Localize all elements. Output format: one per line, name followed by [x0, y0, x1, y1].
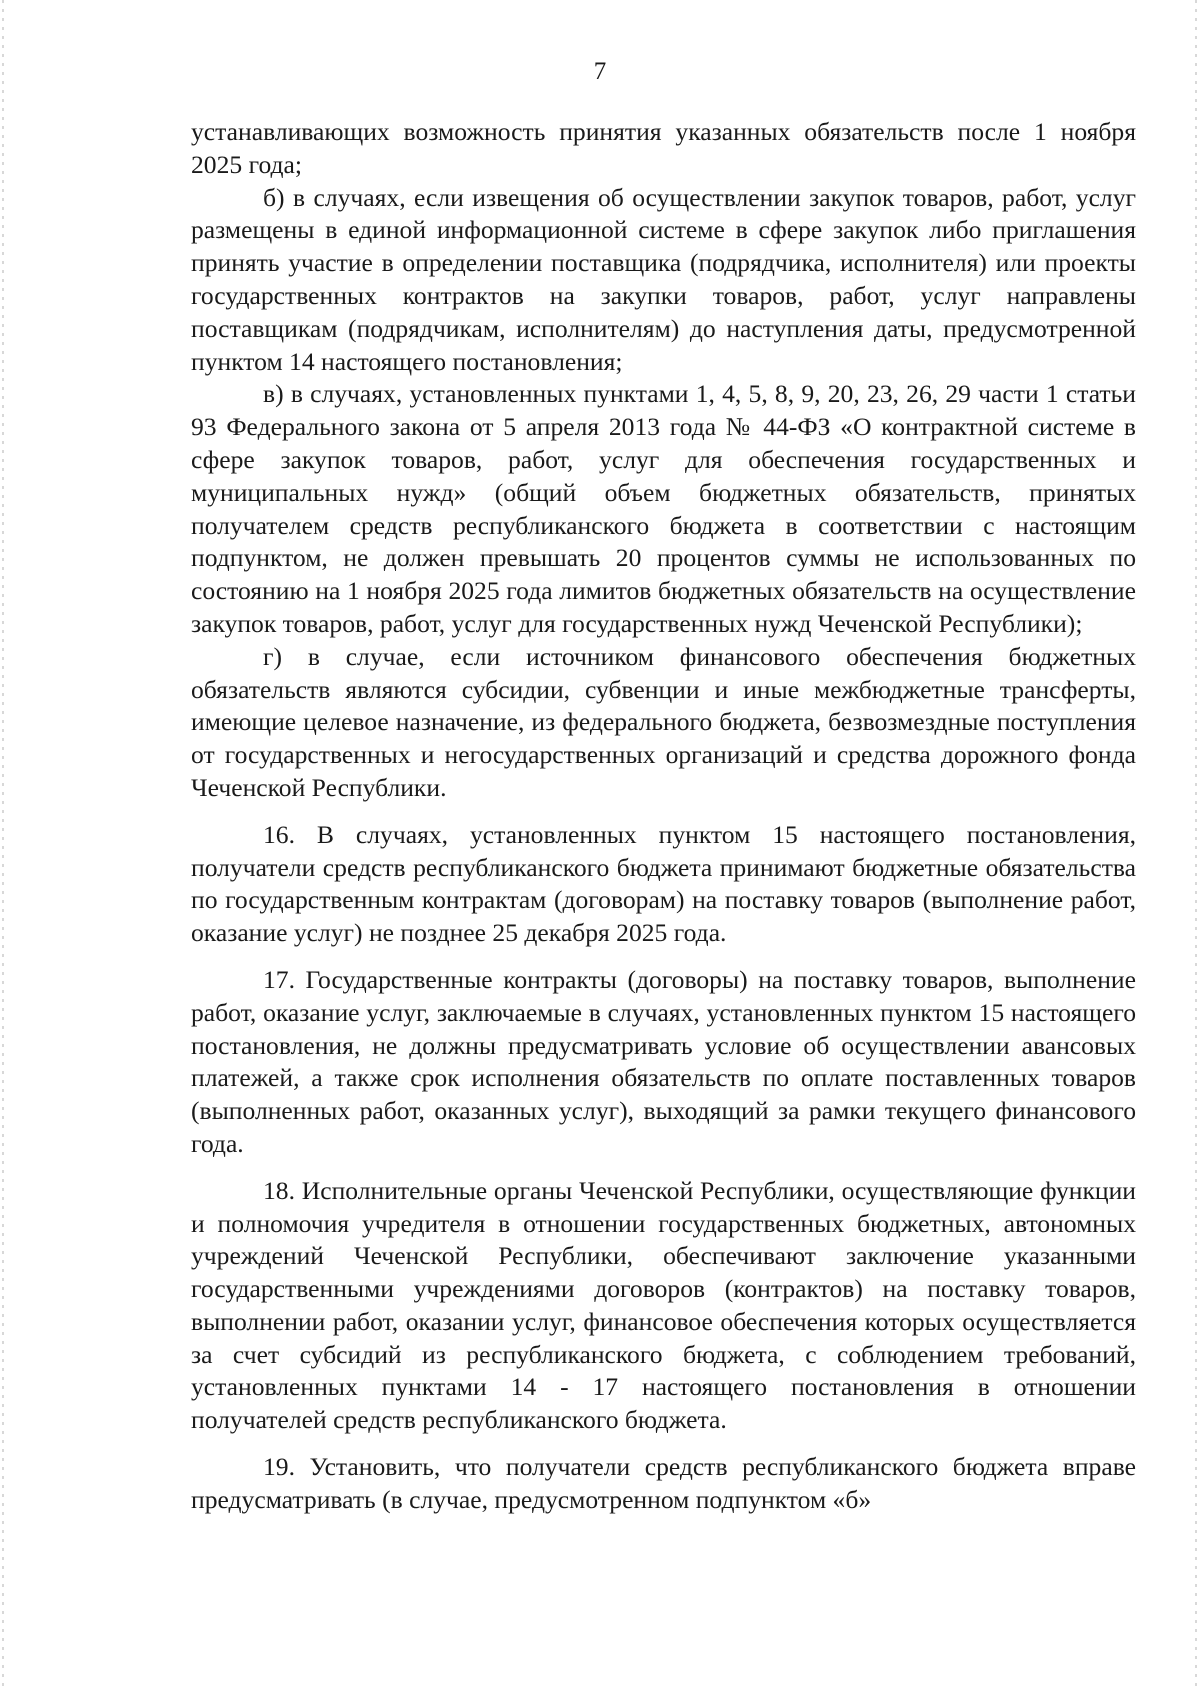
paragraph-subitem-b: б) в случаях, если извещения об осуществлении закупок товаров, работ, услуг размещены в единой информационной системе в сфере закупок либо приглашения принять участие в определении поставщика (подрядчика, исполнителя) или проекты государственных контрактов на закупки товаров, работ, услуг направлены поставщикам (подрядчикам, исполнителям) до наступления даты, предусмотренной пунктом 14 настоящего постановления;: [191, 182, 1136, 376]
page-number: 7: [593, 58, 607, 85]
paragraph-item-16: 16. В случаях, установленных пунктом 15 настоящего постановления, получатели средств республиканского бюджета принимают бюджетные обязательства по государственным контрактам (договорам) на поставку товаров (выполнение работ, оказание услуг) не позднее 25 декабря 2025 года.: [191, 819, 1136, 948]
paragraph-item-18: 18. Исполнительные органы Чеченской Республики, осуществляющие функции и полномочия учредителя в отношении государственных бюджетных, автономных учреждений Чеченской Республики, обеспечивают заключение указанными государственными учреждениями договоров (контрактов) на поставку товаров, выполнении работ, оказании услуг, финансовое обеспечения которых осуществляется за счет субсидий из республиканского бюджета, с соблюдением требований, установленных пунктами 14 - 17 настоящего постановления в отношении получателей средств республиканского бюджета.: [191, 1175, 1136, 1435]
paragraph-subitem-g: г) в случае, если источником финансового обеспечения бюджетных обязательств являются субсидии, субвенции и иные межбюджетные трансферты, имеющие целевое назначение, из федерального бюджета, безвозмездные поступления от государственных и негосударственных организаций и средства дорожного фонда Чеченской Республики.: [191, 641, 1136, 802]
scan-edge-right: [1195, 0, 1197, 1686]
paragraph-item-19: 19. Установить, что получатели средств республиканского бюджета вправе предусматривать (в случае, предусмотренном подпунктом «б»: [191, 1452, 1136, 1514]
paragraph-subitem-v: в) в случаях, установленных пунктами 1, 4, 5, 8, 9, 20, 23, 26, 29 части 1 статьи 93 Федерального закона от 5 апреля 2013 года № 44-ФЗ «О контрактной системе в сфере закупок товаров, работ, услуг для обеспечения государственных и муниципальных нужд» (общий объем бюджетных обязательств, принятых получателем средств республиканского бюджета в соответствии с настоящим подпунктом, не должен превышать 20 процентов суммы не использованных по состоянию на 1 ноября 2025 года лимитов бюджетных обязательств на осуществление закупок товаров, работ, услуг для государственных нужд Чеченской Республики);: [191, 379, 1136, 638]
scan-edge-left: [2, 0, 4, 1686]
paragraph-item-17: 17. Государственные контракты (договоры) на поставку товаров, выполнение работ, оказание услуг, заключаемые в случаях, установленных пунктом 15 настоящего постановления, не должны предусматривать условие об осуществлении авансовых платежей, а также срок исполнения обязательств по оплате поставленных товаров (выполненных работ, оказанных услуг), выходящий за рамки текущего финансового года.: [191, 964, 1136, 1158]
paragraph-continuation: устанавливающих возможность принятия указанных обязательств после 1 ноября 2025 года;: [191, 117, 1136, 179]
document-body: [191, 116, 1136, 1517]
